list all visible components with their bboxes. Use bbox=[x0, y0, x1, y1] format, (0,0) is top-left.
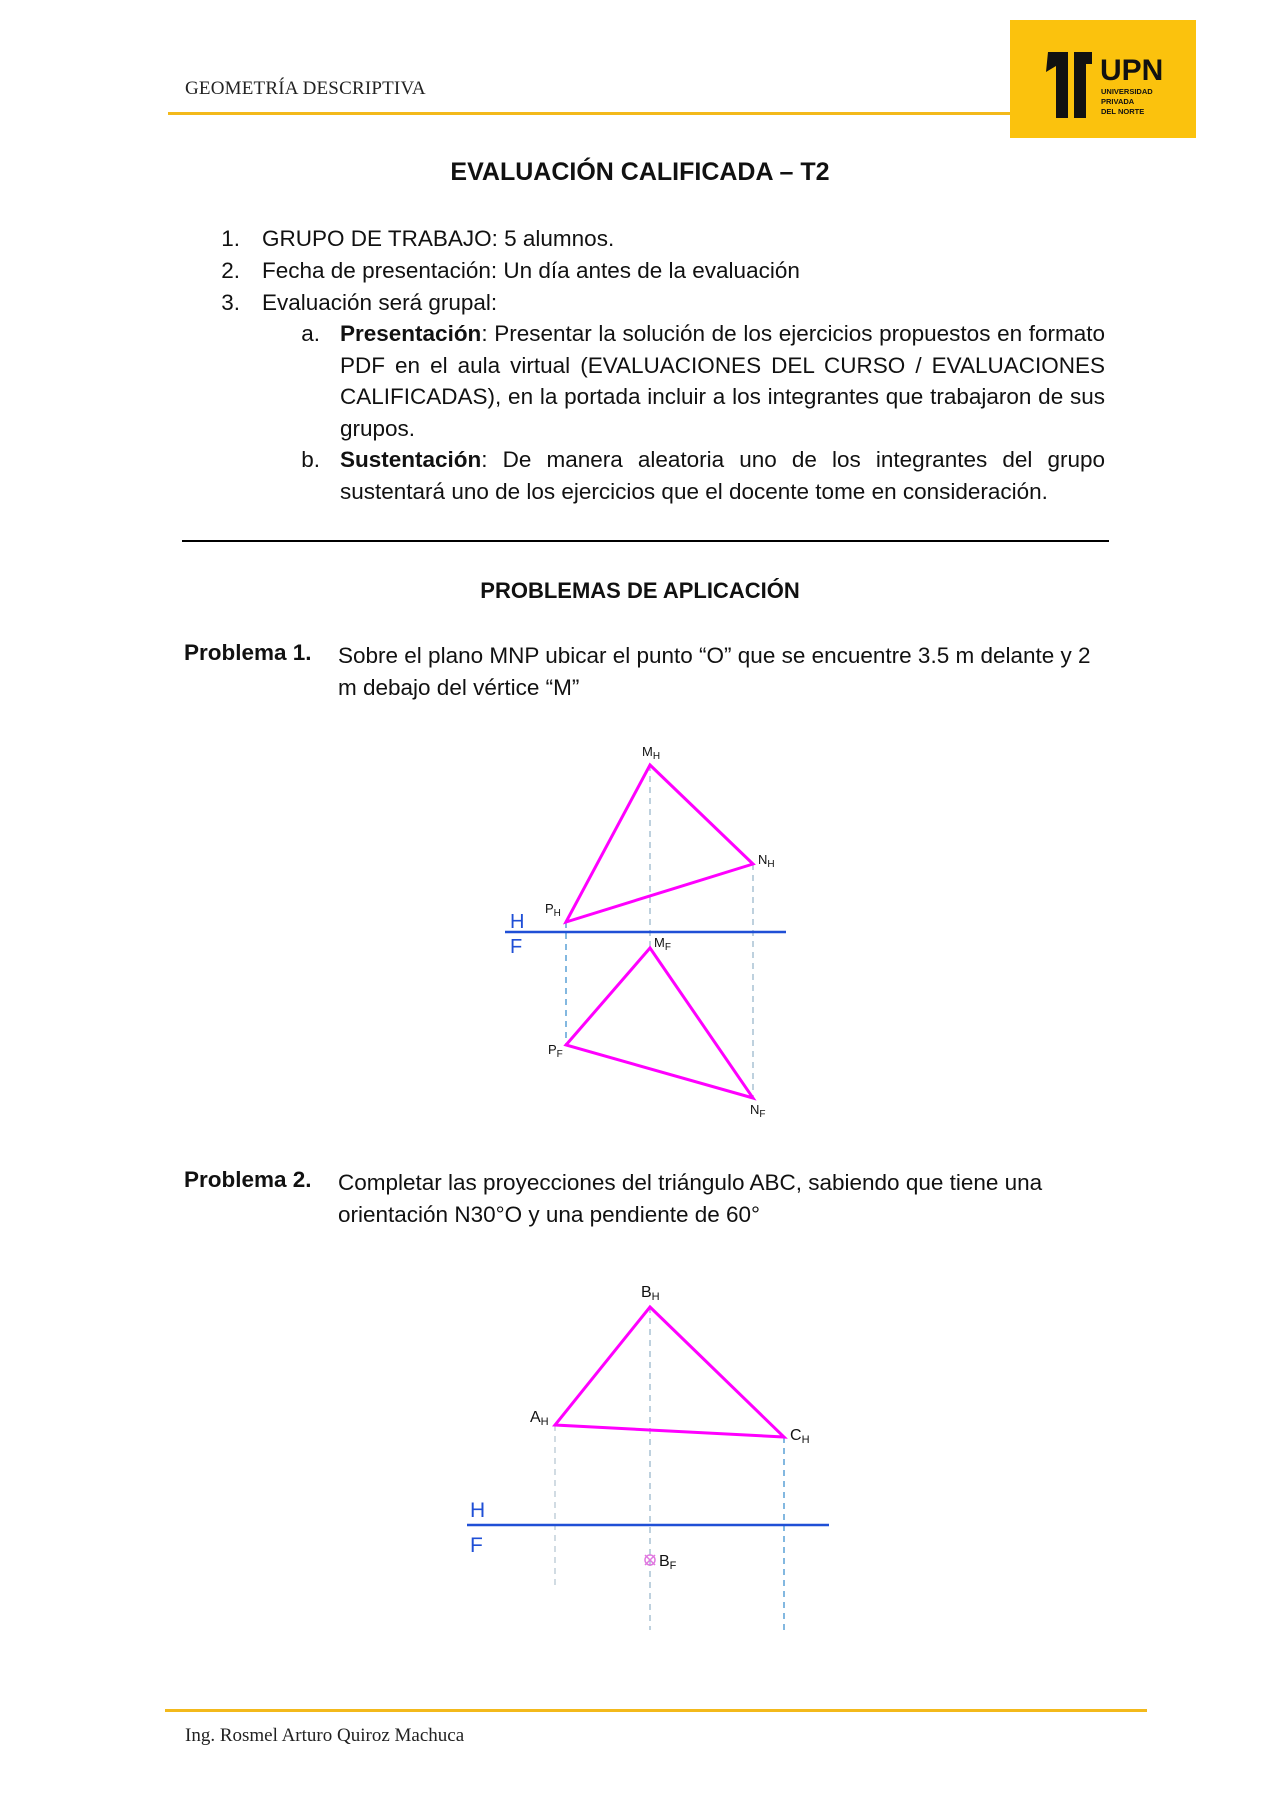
point-bf-marker bbox=[645, 1555, 655, 1565]
problem-1-text: Sobre el plano MNP ubicar el punto “O” que se encuentre 3.5 m delante y 2 m debajo del vértice “M” bbox=[338, 643, 1091, 700]
label-bh: BH bbox=[641, 1284, 660, 1303]
subitem-letter: b. bbox=[301, 447, 320, 472]
header-divider bbox=[168, 112, 1018, 115]
list-number: 3. bbox=[221, 290, 240, 315]
footer-author: Ing. Rosmel Arturo Quiroz Machuca bbox=[185, 1725, 465, 1746]
label-ah: AH bbox=[530, 1409, 549, 1428]
plane-h-label-2: H bbox=[470, 1499, 486, 1522]
subitem-letter: a. bbox=[301, 321, 320, 346]
course-header: GEOMETRÍA DESCRIPTIVA bbox=[185, 78, 426, 99]
label-mh: $M_H$ bbox=[642, 744, 661, 762]
logo-sub-1: UNIVERSIDAD bbox=[1101, 87, 1153, 96]
subitem-body bbox=[340, 444, 1105, 507]
label-ph: $P_H$ bbox=[545, 901, 561, 919]
label-ch: CH bbox=[790, 1427, 810, 1446]
subitem-text: : Presentar la solución de los ejercicios propuestos en formato PDF en el aula virtual (EVALUACIONES DEL CURSO / EVALUACIONES CALIFICADAS), en la portada incluir a los integrantes que trabajaron de sus grupos. bbox=[340, 321, 1105, 441]
logo-sub-3: DEL NORTE bbox=[1101, 107, 1145, 116]
list-number: 1. bbox=[221, 226, 240, 251]
problem-2-label: Problema 2. bbox=[184, 1167, 312, 1192]
triangle-abc-horizontal bbox=[555, 1307, 784, 1437]
upn-logo-mark bbox=[1046, 52, 1092, 118]
triangle-mnp-horizontal bbox=[566, 765, 753, 922]
logo-text: UPN bbox=[1100, 54, 1164, 87]
logo-sub-2: PRIVADA bbox=[1101, 97, 1135, 106]
label-bf: BF bbox=[659, 1553, 677, 1572]
problem-2-text: Completar las proyecciones del triángulo ABC, sabiendo que tiene una orientación N30°O y una pendiente de 60° bbox=[338, 1170, 1043, 1227]
problem-1-label: Problema 1. bbox=[184, 640, 312, 665]
section-title: PROBLEMAS DE APLICACIÓN bbox=[480, 578, 800, 603]
list-text: GRUPO DE TRABAJO: 5 alumnos. bbox=[262, 226, 615, 251]
footer-divider bbox=[165, 1709, 1147, 1712]
label-pf: $P_F$ bbox=[548, 1042, 563, 1060]
list-text: Fecha de presentación: Un día antes de la evaluación bbox=[262, 258, 800, 283]
label-nf: $N_F$ bbox=[750, 1102, 766, 1120]
instructions-list bbox=[0, 223, 1280, 323]
subitem-heading: Presentación bbox=[340, 321, 482, 346]
plane-f-label-2: F bbox=[470, 1534, 483, 1557]
list-text: Evaluación será grupal: bbox=[262, 290, 498, 315]
plane-f-label: F bbox=[510, 936, 523, 958]
label-mf: $M_F$ bbox=[654, 935, 671, 953]
page-title: EVALUACIÓN CALIFICADA – T2 bbox=[450, 158, 830, 186]
upn-logo bbox=[1010, 20, 1196, 138]
list-number: 2. bbox=[221, 258, 240, 283]
subitem-heading: Sustentación bbox=[340, 447, 482, 472]
section-divider bbox=[182, 540, 1109, 542]
triangle-mnp-frontal bbox=[566, 948, 753, 1098]
subitem-body bbox=[340, 318, 1105, 444]
subitem-text: : De manera aleatoria uno de los integrantes del grupo sustentará uno de los ejercicios que el docente tome en consideración. bbox=[340, 447, 1105, 504]
label-nh: $N_H$ bbox=[758, 852, 775, 870]
plane-h-label: H bbox=[510, 911, 525, 933]
